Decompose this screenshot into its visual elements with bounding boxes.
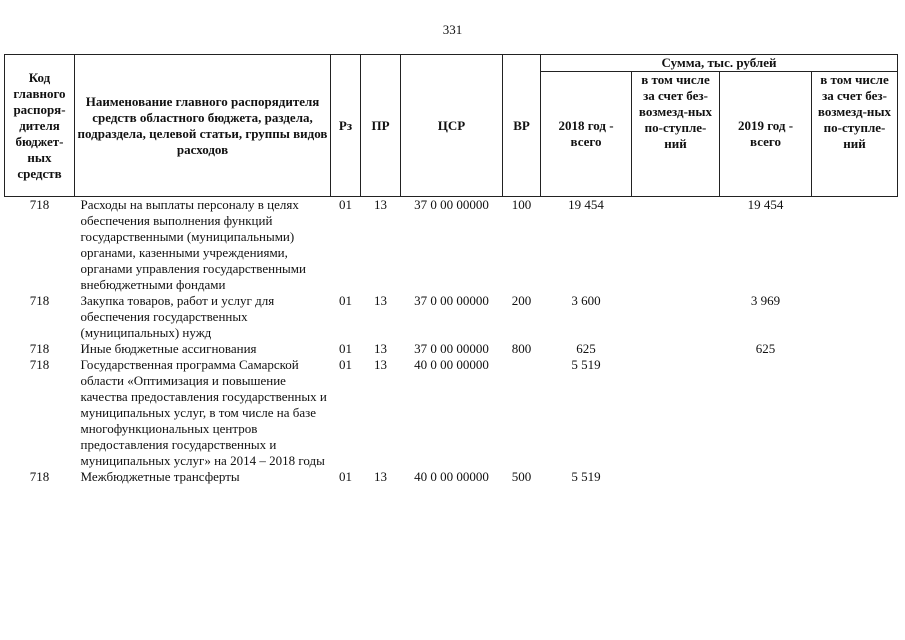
cell-pr: 13: [374, 469, 387, 484]
cell-pr: 13: [374, 197, 387, 212]
table-row: [5, 341, 898, 357]
cell-2019-total: [720, 357, 812, 469]
cell-name: Иные бюджетные ассигнования: [80, 341, 257, 356]
header-2019-total: 2019 год - всего: [720, 72, 812, 197]
cell-2018-free: [632, 341, 720, 357]
cell-2019-free: [812, 197, 898, 294]
cell-2019-free: [812, 293, 898, 341]
cell-vr: 200: [511, 293, 532, 308]
cell-2018-total: 625: [576, 341, 596, 356]
cell-code: 718: [29, 469, 50, 484]
header-2019-free: в том числе за счет без-возмезд-ных по-ступле-ний: [812, 72, 898, 197]
cell-csr: 40 0 00 00000: [414, 357, 489, 372]
cell-code: 718: [29, 357, 50, 372]
cell-csr: 40 0 00 00000: [414, 469, 489, 484]
cell-2019-total: 19 454: [747, 197, 784, 212]
cell-rz: 01: [339, 197, 352, 212]
header-pr: ПР: [361, 55, 401, 197]
table-row: [5, 293, 898, 341]
cell-pr: 13: [374, 341, 387, 356]
cell-name: Закупка товаров, работ и услуг для обеспечения государственных (муниципальных) нужд: [80, 293, 275, 340]
cell-2018-free: [632, 293, 720, 341]
cell-code: 718: [29, 341, 50, 356]
budget-table: [4, 54, 898, 485]
header-code: Код главного распоря-дителя бюджет-ных средств: [5, 55, 75, 197]
cell-vr: 500: [511, 469, 532, 484]
table-header: [5, 55, 898, 197]
header-2018-free: в том числе за счет без-возмезд-ных по-ступле-ний: [632, 72, 720, 197]
header-sum-group: Сумма, тыс. рублей: [541, 55, 898, 72]
cell-2019-total: [720, 469, 812, 485]
cell-2019-total: 3 969: [750, 293, 781, 308]
header-name: Наименование главного распорядителя средств областного бюджета, раздела, подраздела, целевой статьи, группы видов расходов: [75, 55, 331, 197]
cell-pr: 13: [374, 357, 387, 372]
cell-2019-free: [812, 357, 898, 469]
cell-vr: 800: [511, 341, 532, 356]
cell-2018-free: [632, 357, 720, 469]
table-body: [5, 197, 898, 486]
cell-code: 718: [29, 293, 50, 308]
cell-2019-free: [812, 469, 898, 485]
cell-2018-total: 5 519: [571, 469, 601, 484]
cell-2018-total: 3 600: [571, 293, 601, 308]
header-rz: Рз: [331, 55, 361, 197]
cell-2018-free: [632, 469, 720, 485]
cell-2018-total: 19 454: [568, 197, 604, 212]
cell-2019-free: [812, 341, 898, 357]
cell-rz: 01: [339, 341, 352, 356]
header-2018-total: 2018 год - всего: [541, 72, 632, 197]
cell-rz: 01: [339, 469, 352, 484]
cell-csr: 37 0 00 00000: [414, 197, 489, 212]
cell-vr: 100: [511, 197, 532, 212]
header-vr: ВР: [503, 55, 541, 197]
cell-name: Расходы на выплаты персоналу в целях обеспечения выполнения функций государственными (муниципальными) органами, казенными учреждениями, органами управления государственными внебюджетными фондами: [80, 197, 306, 292]
table-row: [5, 469, 898, 485]
table-row: [5, 357, 898, 469]
cell-csr: 37 0 00 00000: [414, 341, 489, 356]
cell-pr: 13: [374, 293, 387, 308]
cell-vr: [503, 357, 541, 469]
page-number: 331: [442, 22, 463, 37]
cell-2019-total: 625: [755, 341, 776, 356]
table-row: [5, 197, 898, 294]
cell-name: Государственная программа Самарской области «Оптимизация и повышение качества предоставления государственных и муниципальных услуг, в том числе на базе многофункциональных центров предоставления государственных и муниципальных услуг» на 2014 – 2018 годы: [80, 357, 327, 468]
cell-code: 718: [29, 197, 50, 212]
cell-2018-total: 5 519: [571, 357, 601, 372]
cell-rz: 01: [339, 293, 352, 308]
cell-rz: 01: [339, 357, 352, 372]
cell-name: Межбюджетные трансферты: [80, 469, 240, 484]
cell-csr: 37 0 00 00000: [414, 293, 489, 308]
cell-2018-free: [632, 197, 720, 294]
header-csr: ЦСР: [401, 55, 503, 197]
